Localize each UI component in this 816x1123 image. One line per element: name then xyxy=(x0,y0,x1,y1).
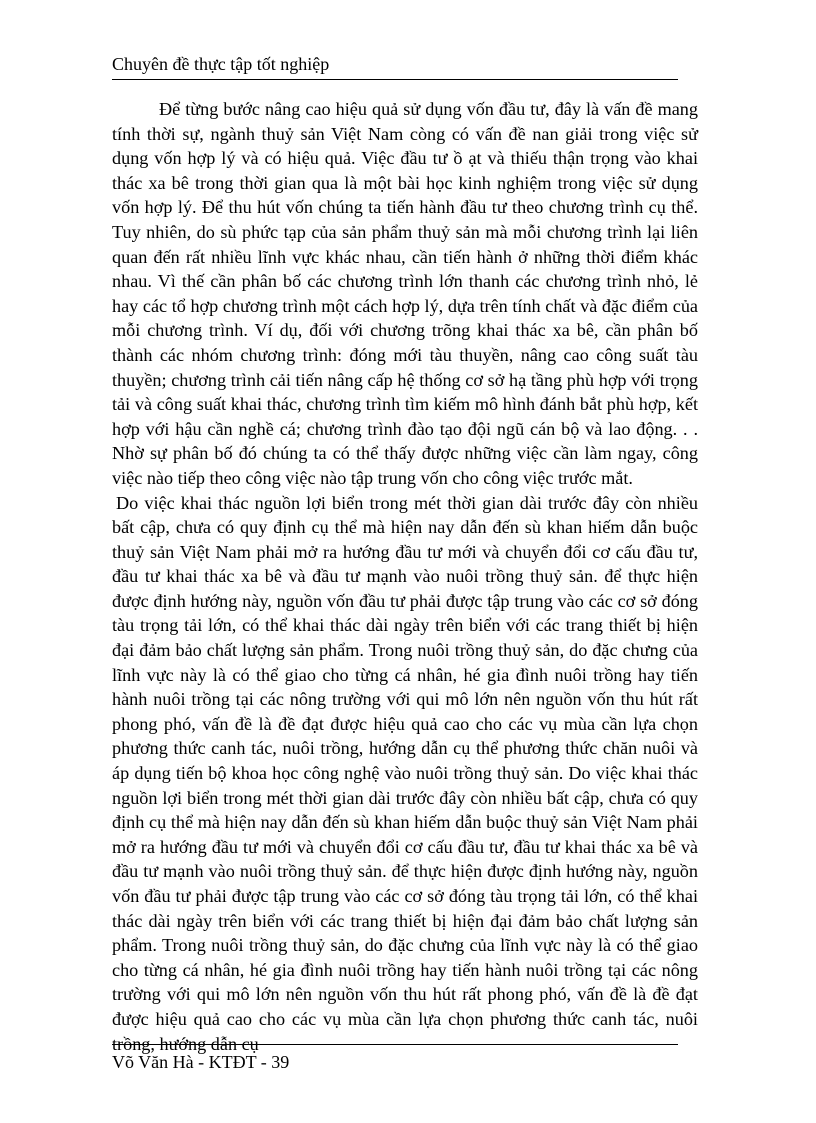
body-paragraph-2: Do việc khai thác nguồn lợi biển trong mét thời gian dài trước đây còn nhiều bất cập, chưa có quy định cụ thể mà hiện nay dẫn đến sù khan hiếm dẫn buộc thuỷ sản Việt Nam phải mở ra hướng đầu tư mới và chuyển đổi cơ cấu đầu tư, đầu tư khai thác xa bê và đầu tư mạnh vào nuôi trồng thuỷ sản. để thực hiện được định hướng này, nguồn vốn đầu tư phải được tập trung vào các cơ sở đóng tàu trọng tải lớn, có thể khai thác dài ngày trên biển với các trang thiết bị hiện đại đảm bảo chất lượng sản phẩm. Trong nuôi trồng thuỷ sản, do đặc chưng của lĩnh vực này là có thể giao cho từng cá nhân, hé gia đình nuôi trồng hay tiến hành nuôi trồng tại các nông trường với qui mô lớn nên nguồn vốn thu hút rất phong phó, vấn đề là đề đạt được hiệu quả cao cho các vụ mùa cần lựa chọn phương thức canh tác, nuôi trồng, hướng dẫn cụ thể phương thức chăn nuôi và áp dụng tiến bộ khoa học công nghệ vào nuôi trồng thuỷ sản. Do việc khai thác nguồn lợi biển trong mét thời gian dài trước đây còn nhiều bất cập, chưa có quy định cụ thể mà hiện nay dẫn đến sù khan hiếm dẫn buộc thuỷ sản Việt Nam phải mở ra hướng đầu tư mới và chuyển đổi cơ cấu đầu tư, đầu tư khai thác xa bê và đầu tư mạnh vào nuôi trồng thuỷ sản. để thực hiện được định hướng này, nguồn vốn đầu tư phải được tập trung vào các cơ sở đóng tàu trọng tải lớn, có thể khai thác dài ngày trên biển với các trang thiết bị hiện đại đảm bảo chất lượng sản phẩm. Trong nuôi trồng thuỷ sản, do đặc chưng của lĩnh vực này là có thể giao cho từng cá nhân, hé gia đình nuôi trồng hay tiến hành nuôi trồng tại các nông trường với qui mô lớn nên nguồn vốn thu hút rất phong phó, vấn đề là đề đạt được hiệu quả cao cho các vụ mùa cần lựa chọn phương thức canh tác, nuôi trồng, hướng dẫn cụ xyxy=(112,492,698,1054)
document-body xyxy=(112,97,698,1056)
page-footer: Võ Văn Hà - KTĐT - 39 xyxy=(112,1052,290,1072)
page-header-title: Chuyên đề thực tập tốt nghiệp xyxy=(112,54,330,74)
footer-divider xyxy=(112,1044,678,1045)
body-paragraph-1: Để từng bước nâng cao hiệu quả sử dụng vốn đầu tư, đây là vấn đề mang tính thời sự, ngành thuỷ sản Việt Nam còng có vấn đề nan giải trong việc sử dụng vốn hợp lý và có hiệu quả. Việc đầu tư ồ ạt và thiếu thận trọng vào khai thác xa bê trong thời gian qua là một bài học kinh nghiệm trong việc sử dụng vốn hợp lý. Để thu hút vốn chúng ta tiến hành đầu tư theo chương trình cụ thể. Tuy nhiên, do sù phức tạp của sản phẩm thuỷ sản mà mỗi chương trình lại liên quan đến rất nhiều lĩnh vực khác nhau, cần tiến hành ở những thời điểm khác nhau. Vì thế cần phân bố các chương trình lớn thanh các chương trình nhỏ, lẻ hay các tổ hợp chương trình một cách hợp lý, dựa trên tính chất và đặc điểm của mỗi chương trình. Ví dụ, đối với chương trõng khai thác xa bê, cần phân bố thành các nhóm chương trình: đóng mới tàu thuyền, nâng cao công suất tàu thuyền; chương trình cải tiến nâng cấp hệ thống cơ sở hạ tầng phù hợp với trọng tải và công suất khai thác, chương trình tìm kiếm mô hình đánh bắt phù hợp, kết hợp với hậu cần nghề cá; chương trình đào tạo đội ngũ cán bộ và lao động. . . Nhờ sự phân bố đó chúng ta có thể thấy được những việc cần làm ngay, công việc nào tiếp theo công việc nào tập trung vốn cho công việc trước mắt. xyxy=(112,99,698,488)
header-divider xyxy=(112,79,678,80)
